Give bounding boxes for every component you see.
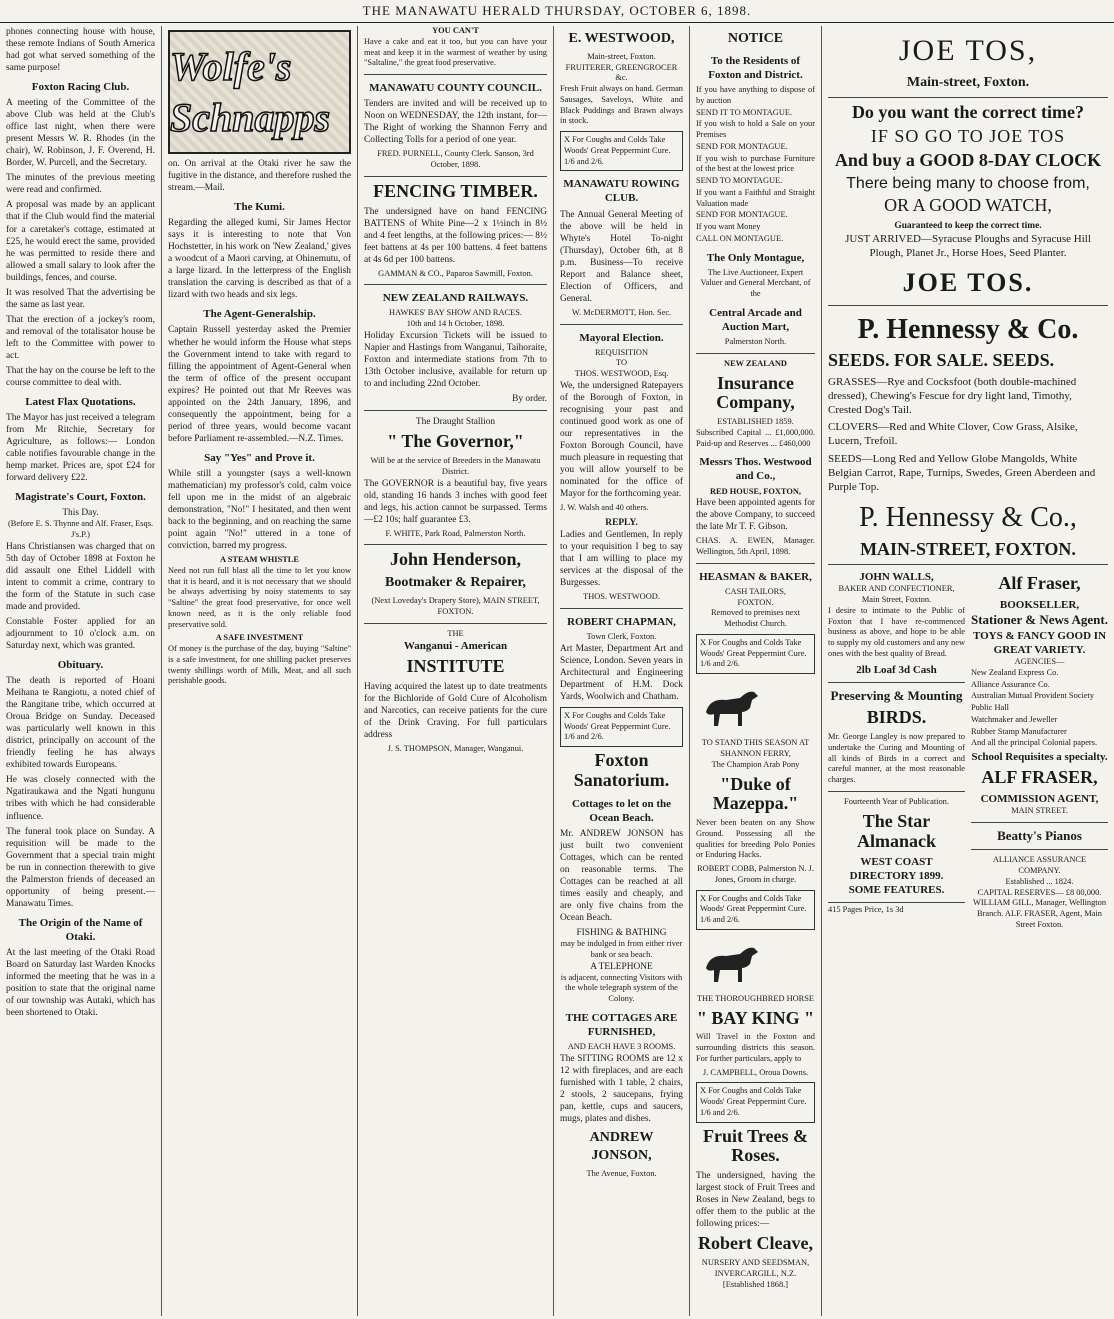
insurance-capital: Subscribed Capital ... £1,000,000. Paid-up and Reserves ... £460,000 xyxy=(696,427,815,448)
bayking-pre: THE THOROUGHBRED HORSE xyxy=(696,993,815,1003)
henderson-addr: (Next Loveday's Drapery Store), MAIN STREET, FOXTON. xyxy=(371,596,540,616)
racing-para: A proposal was made by an applicant that if the Club would find the material for a caretaker's cottage, estimated at £25, he would erect the same, provided he was permitted to reside there and allowed a small salary to look after the buildings, fences, and course. xyxy=(6,200,155,283)
sanatorium-title: Foxton Sanatorium. xyxy=(573,750,670,790)
walls-loaf: 2lb Loaf 3d Cash xyxy=(856,663,937,676)
cant-para: Have a cake and eat it too, but you can have your meat and keep it in the warmest of weather by using "Saltaline," the great food preservative. xyxy=(364,36,547,68)
cough-ad: X For Coughs and Colds Take Woods' Great Peppermint Cure. 1/6 and 2/6. xyxy=(560,707,683,747)
institute-title: INSTITUTE xyxy=(406,656,505,677)
column-1 xyxy=(0,26,162,1316)
insurance-sig: CHAS. A. EWEN, Manager. Wellington, 5th April, 1898. xyxy=(696,536,815,557)
agencies-list xyxy=(971,668,1108,749)
horse-pre: TO STAND THIS SEASON AT SHANNON FERRY, xyxy=(701,738,810,758)
list-item: CALL ON MONTAGUE. xyxy=(696,233,784,243)
column-2 xyxy=(162,26,358,1316)
notice-sub: To the Residents of Foxton and District. xyxy=(708,54,803,81)
list-item: Public Hall xyxy=(971,703,1009,713)
beatty: Beatty's Pianos xyxy=(997,827,1082,843)
mayor-to: TO xyxy=(615,358,627,368)
school-title: School Requisites a specialty. xyxy=(971,751,1108,764)
fraser-sub: BOOKSELLER, xyxy=(999,599,1080,612)
heasman-town: FOXTON. xyxy=(737,597,774,607)
list-item: If you want a Faithful and Straight Valuation made xyxy=(696,187,815,208)
stallion-sig: F. WHITE, Park Road, Palmerston North. xyxy=(385,528,526,538)
divider xyxy=(971,849,1108,850)
tos-clock: And buy a GOOD 8-DAY CLOCK xyxy=(834,149,1102,170)
commission: COMMISSION AGENT, xyxy=(980,792,1099,805)
say-para: While still a youngster (says a well-known mathematician) my professor's cold, calm voice fell upon me in the midst of an algebraic demonstration, "No!" I hesitated, and then went back to the beginning, and on reaching the same point again "No!" uttered in a tone of conviction, barred my progress. xyxy=(168,468,351,552)
otaki-para: At the last meeting of the Otaki Road Board on Saturday last Warden Knocks informed the meeting that he was in a position to state that the original name of our township was Autaki, which has been shortened to Otaki. xyxy=(6,947,155,1019)
rowing-para: The Annual General Meeting of the above will be held in Whyte's Hotel To-night (Thursday), October 6th, at 8 p.m. Business—To receive Report and Balance sheet, Election of Officers, and General. xyxy=(560,209,683,304)
rail-sig: By order. xyxy=(512,394,547,405)
schnapps-logo xyxy=(168,30,351,154)
agent-para: Captain Russell yesterday asked the Premier whether he would inform the House what steps the Government intend to take with regard to filling the appointment of Agent-General when the term of office of the present occupant expires? He pointed out that Mr Reeves was appointed on the 24th January, 1896, and consequently the appointment, being for a period of three years, would become vacant before Parliament re-assembled.—N.Z. Times. xyxy=(168,325,351,444)
reply-para: Ladies and Gentlemen, In reply to your requisition I beg to say that I am willing to place my services at the disposal of the Burgesses. xyxy=(560,529,683,589)
whistle-title: A STEAM WHISTLE xyxy=(220,555,299,565)
list-item: Watchmaker and Jeweller xyxy=(971,714,1058,724)
court-para: Hans Christiansen was charged that on 5th day of October 1898 at Foxton he did assault one Ethel Liddell with intent to commit a crime, contrary to the form of the Statute in such case made and provided. xyxy=(6,541,155,612)
sanatorium-sub: Cottages to let on the Ocean Beach. xyxy=(572,797,671,824)
fraser-toys: TOYS & FANCY GOOD IN GREAT VARIETY. xyxy=(972,629,1107,656)
jonson-sig: ANDREW JONSON, xyxy=(589,1130,654,1163)
reply-title: REPLY. xyxy=(605,517,638,528)
chapman-title: ROBERT CHAPMAN, xyxy=(567,615,676,628)
cottages-title: THE COTTAGES ARE FURNISHED, xyxy=(565,1011,678,1039)
stallion-name: " The Governor," xyxy=(387,431,524,452)
divider xyxy=(560,324,683,325)
story-para: on. On arrival at the Otaki river he saw the fugitive in the distance, and therefore rushed the stream.—Mail. xyxy=(168,159,351,194)
court-bench: (Before E. S. Thynne and Alf. Fraser, Esqs. J's.P.) xyxy=(7,519,154,540)
racing-para: That the hay on the course be left to the course committee to deal with. xyxy=(6,365,155,388)
fruit-title: Fruit Trees & Roses. xyxy=(703,1125,808,1166)
list-item: If you want Money xyxy=(696,222,761,232)
schnapps-logo-text: Wolfe's Schnapps xyxy=(170,43,331,140)
otaki-title: The Origin of the Name of Otaki. xyxy=(18,916,143,943)
list-item: Rubber Stamp Manufacturer xyxy=(971,726,1067,736)
divider xyxy=(971,822,1108,823)
court-day: This Day. xyxy=(62,508,99,519)
racing-para: That the erection of a jockey's room, and removal of the totalisator house be left to the Committee with power to act. xyxy=(6,314,155,361)
mayor-para: We, the undersigned Ratepayers of the Borough of Foxton, in recognising your past and continued good work as one of our representatives in the Foxton Borough Council, have much pleasure in requesting that you will allow yourself to be nominated for the office of Mayor for the forthcoming year. xyxy=(560,380,683,500)
cleave-est: [Established 1868.] xyxy=(722,1279,789,1289)
fencing-para: The undersigned have on hand FENCING BATTENS of White Pine—2 x 1½inch in 8½ and 4 feet lengths, at the following prices:— 8½ feet battens at 4s per 100 battens. 4 feet battens at 4s 6d per 100 battens. xyxy=(364,206,547,265)
divider xyxy=(364,74,547,75)
almanack-features: SOME FEATURES. xyxy=(848,884,945,897)
divider xyxy=(828,791,965,792)
seeds-item: GRASSES—Rye and Cocksfoot (both double-machined dressed), Chewing's Fescue for dry light land, Timothy, Crested Dog's Tail. xyxy=(828,376,1077,417)
column-6 xyxy=(822,26,1114,1316)
alliance-cap: CAPITAL RESERVES— £8 00,000. xyxy=(977,887,1102,897)
fraser-big: ALF FRASER, xyxy=(981,767,1098,788)
heasman-sub: CASH TAILORS, xyxy=(724,586,787,596)
montague-para: The Live Auctioneer, Expert Valuer and General Merchant, of the xyxy=(700,267,811,299)
horse-icon xyxy=(696,938,766,986)
hennessy-title: P. Hennessy & Co. xyxy=(857,313,1079,345)
divider xyxy=(364,176,547,177)
bayking-para: Will Travel in the Foxton and surrounding districts this season. For further particulars, apply to xyxy=(696,1032,815,1063)
henderson-sub: Bootmaker & Repairer, xyxy=(385,575,526,591)
obit-para: The death is reported of Hoani Meihana te Rangiotu, a noted chief of the Rangitane tribe, which occurred at Oroua Bridge on Sunday. Deceased was particularly well known in this district, principally on account of the friendly feeling he has always exhibited towards Europeans. xyxy=(6,676,155,771)
list-item: SEND FOR MONTAGUE. xyxy=(696,210,788,220)
horse-sig: ROBERT COBB, Palmerston N. J. Jones, Groom in charge. xyxy=(697,864,814,884)
ads-row xyxy=(828,570,1108,933)
westwood-addr: Main-street, Foxton. xyxy=(587,51,656,61)
bayking-name: " BAY KING " xyxy=(696,1007,815,1028)
court-para: Constable Foster applied for an adjournment to 10 o'clock a.m. on Saturday next, which was granted. xyxy=(6,616,155,652)
mayor-name: THOS. WESTWOOD, Esq. xyxy=(574,369,669,379)
rowing-sig: W. McDERMOTT, Hon. Sec. xyxy=(571,307,672,317)
insurance-para: Have been appointed agents for the above Company, to succeed the late Mr T. F. Gibson. xyxy=(696,498,815,533)
list-item: And all the principal Colonial papers. xyxy=(971,738,1098,748)
almanack-sub: WEST COAST DIRECTORY 1899. xyxy=(849,856,944,883)
cleave-addr: INVERCARGILL, N.Z. xyxy=(714,1268,797,1278)
walls-sub: BAKER AND CONFECTIONER, xyxy=(838,584,955,594)
divider xyxy=(364,284,547,285)
column-4 xyxy=(554,26,690,1316)
mayor-req: REQUISITION xyxy=(594,347,649,357)
right-ads xyxy=(971,570,1108,933)
alliance-title: ALLIANCE ASSURANCE COMPANY. xyxy=(992,855,1087,876)
cleave-sub: NURSERY AND SEEDSMAN, xyxy=(701,1258,810,1268)
seeds-item: SEEDS—Long Red and Yellow Globe Mangolds, White Belgian Carrot, Rape, Turnips, Swedes, Green Aberdeen and Purple Top. xyxy=(828,452,1096,493)
notice-title: NOTICE xyxy=(727,31,784,46)
bayking-sig: J. CAMPBELL, Oroua Downs. xyxy=(702,1067,809,1077)
list-item: If you have anything to dispose of by auction xyxy=(696,85,815,105)
insurance-pre: NEW ZEALAND xyxy=(724,358,787,368)
divider xyxy=(828,682,965,683)
montague-title: The Only Montague, xyxy=(706,251,805,264)
hennessy-big: P. Hennessy & Co., xyxy=(859,501,1077,533)
telephone-title: A TELEPHONE xyxy=(590,961,653,972)
divider xyxy=(828,97,1108,98)
cant-title: YOU CAN'T xyxy=(432,26,479,35)
divider xyxy=(828,564,1108,565)
cleave-title: Robert Cleave, xyxy=(698,1233,813,1254)
kumi-para: Regarding the alleged kumi, Sir James Hector says it is interesting to note that Von Hochstetter, in his work on 'New Zealand,' gives a woodcut of a Maori carving, at Ohinemutu, of a large lizard. In the letterpress of the English translation the carving is described as that of a lizard with two heads and six legs. xyxy=(168,218,351,301)
list-item: SEND TO MONTAGUE. xyxy=(696,176,783,186)
divider xyxy=(696,563,815,564)
almanack-price: 415 Pages Price, 1s 3d xyxy=(828,902,965,916)
list-item: SEND FOR MONTAGUE. xyxy=(696,141,788,151)
tos-choose: There being many to choose from, xyxy=(846,174,1090,192)
insurance-title: Insurance Company, xyxy=(716,372,795,413)
arcade-title: Central Arcade and Auction Mart, xyxy=(709,306,802,333)
sanatorium-para: Mr. ANDREW JONSON has just built two convenient Cottages, which can be rented on reasonable terms. The Cottages can be reached at all times easily and cheaply, and are only five chains from the Ocean Beach. xyxy=(560,828,683,924)
rail-sub: HAWKES' BAY SHOW AND RACES. xyxy=(389,308,522,318)
court-title: Magistrate's Court, Foxton. xyxy=(15,491,146,504)
montague-list xyxy=(696,85,815,245)
institute-sig: J. S. THOMPSON, Manager, Wanganui. xyxy=(387,744,524,754)
birds-title: BIRDS. xyxy=(866,707,927,728)
agent-title: The Agent-Generalship. xyxy=(203,308,316,321)
seeds-item: CLOVERS—Red and White Clover, Cow Grass, Alsike, Lucern, Trefoil. xyxy=(828,421,1078,448)
walls-para: I desire to intimate to the Public of Foxton that I have re-commenced business as above, and hope to be able to supply my old customers and any new ones with the best quality of Bread. xyxy=(828,605,966,658)
horse-para: Never been beaten on any Show Ground. Possessing all the qualities for breeding Polo Ponies or Enduring Hacks. xyxy=(696,818,815,860)
column-3 xyxy=(358,26,554,1316)
list-item: Alliance Assurance Co. xyxy=(971,679,1050,689)
agencies-title: AGENCIES— xyxy=(1014,657,1065,667)
westwood-name: E. WESTWOOD, xyxy=(568,31,675,46)
insurance-house: RED HOUSE, FOXTON, xyxy=(709,486,802,496)
stallion-sub: Will be at the service of Breeders in the Manawatu District. xyxy=(370,456,541,476)
fraser-street: MAIN STREET. xyxy=(1011,806,1068,816)
seeds-header: SEEDS. FOR SALE. SEEDS. xyxy=(828,350,1055,371)
rail-para: Holiday Excursion Tickets will be issued to Napier and Hastings from Wanganui, Taihoraite, Foxton and intermediate stations from 7th to 13th October inclusive, available for return up to and including 22nd October. xyxy=(364,330,547,390)
alliance-est: Established ... 1824. xyxy=(1005,876,1074,886)
preserving-title: Preserving & Mounting xyxy=(830,687,963,703)
mayor-sig: J. W. Walsh and 40 others. xyxy=(560,503,649,513)
fruit-para: The undersigned, having the largest stock of Fruit Trees and Roses in New Zealand, begs to offer them to the public at the following prices:— xyxy=(696,1171,815,1230)
racing-para: A meeting of the Committee of the above Club was held at the Club's office last night, when there were present Messrs W. R. Rhodes (in the chair), W. Robinson, J. F. Overend, H. Border, W. Purcell, and the Secretary. xyxy=(6,98,155,169)
divider xyxy=(828,305,1108,306)
insurance-est: ESTABLISHED 1859. xyxy=(717,417,794,427)
reply-sig: THOS. WESTWOOD. xyxy=(583,592,660,602)
institute-sub: Wanganui - American xyxy=(403,640,508,653)
heasman-title: HEASMAN & BAKER, xyxy=(699,570,812,583)
henderson-title: John Henderson, xyxy=(389,549,522,570)
list-item: If you wish to hold a Sale on your Premises xyxy=(696,119,815,140)
obit-para: He was closely connected with the Ngatiraukawa and the Ngati hungunu tribes with which he had considerable influence. xyxy=(6,775,155,822)
kumi-title: The Kumi. xyxy=(234,201,285,214)
fraser-agent: Stationer & News Agent. xyxy=(971,612,1108,628)
list-item: Australian Mutual Provident Society xyxy=(971,691,1095,701)
intro-text: phones connecting house with house, these remote Indians of South America had got what served something of the same purpose! xyxy=(6,27,155,74)
cottages-para: The SITTING ROOMS are 12 x 12 with fireplaces, and are each furnished with 1 table, 2 chairs, 2 stools, 2 saucepans, frying pan, kettle, cups and saucers, mugs, plates and dishes. xyxy=(560,1053,683,1124)
fraser-title: Alf Fraser, xyxy=(998,573,1081,594)
council-title: MANAWATU COUNTY COUNCIL. xyxy=(369,82,542,94)
horse-champ: The Champion Arab Pony xyxy=(711,759,800,769)
hennessy-addr: MAIN-STREET, FOXTON. xyxy=(860,538,1076,559)
heasman-para: Removed to premises next Methodist Church. xyxy=(710,608,801,629)
divider xyxy=(364,544,547,545)
obit-title: Obituary. xyxy=(57,659,104,672)
stallion-para: The GOVERNOR is a beautiful bay, five years old, standing 16 hands 3 inches with good feet and legs, his action cannot be surpassed. Terms—£2 10s; half guarantee £3. xyxy=(364,478,547,525)
rail-dates: 10th and 14 h October, 1898. xyxy=(406,319,505,329)
cough-ad: X For Coughs and Colds Take Woods' Great Peppermint Cure. 1/6 and 2/6. xyxy=(560,131,683,171)
cough-ad: X For Coughs and Colds Take Woods' Great Peppermint Cure. 1/6 and 2/6. xyxy=(696,890,815,930)
institute-pre: THE xyxy=(447,628,464,638)
divider xyxy=(560,608,683,609)
divider xyxy=(364,410,547,411)
westwood-para: Fresh Fruit always on hand. German Sausages, Saveloys, White and Black Puddings and Brawn always in stock. xyxy=(560,84,683,126)
tos-watch: OR A GOOD WATCH, xyxy=(884,195,1052,216)
masthead: THE MANAWATU HERALD THURSDAY, OCTOBER 6, 1898. xyxy=(0,0,1114,23)
fishing-sub: may be indulged in from either river bank or sea beach. xyxy=(560,939,683,959)
list-item: If you wish to purchase Furniture of the best at the lowest price xyxy=(696,153,815,174)
arcade-sub: Palmerston North. xyxy=(724,337,787,347)
cough-ad: X For Coughs and Colds Take Woods' Great Peppermint Cure. 1/6 and 2/6. xyxy=(696,1082,815,1122)
tos-if: IF SO GO TO JOE TOS xyxy=(870,126,1066,147)
whistle-para: Need not run full blast all the time to let you know that it is heard, and it is not necessary that we should be always advertising by noisy statements to say "Saltine" the great food preservative, for once well known need, as it is the only reliable food preservative sold. xyxy=(168,565,351,629)
mayor-title: Mayoral Election. xyxy=(579,331,664,344)
fishing-title: FISHING & BATHING xyxy=(576,928,667,939)
tos-title: JOE TOS, xyxy=(898,34,1038,67)
column-5 xyxy=(690,26,822,1316)
chapman-sub: Town Clerk, Foxton. xyxy=(586,631,657,641)
divider xyxy=(364,623,547,624)
walls-addr: Main Street, Foxton. xyxy=(861,595,932,605)
horse-name: "Duke of Mazeppa." xyxy=(712,773,799,814)
fencing-sig: GAMMAN & CO., Paparoa Sawmill, Foxton. xyxy=(378,268,533,278)
tos-arrived: JUST ARRIVED—Syracuse Ploughs and Syracuse Hill Plough, Planet Jr., Horse Hoes, Seed Planter. xyxy=(845,233,1091,260)
say-title: Say "Yes" and Prove it. xyxy=(204,451,315,464)
alliance-sig: WILLIAM GILL, Manager, Wellington Branch. ALF. FRASER, Agent, Main Street Foxton. xyxy=(972,898,1107,929)
list-item: SEND IT TO MONTAGUE. xyxy=(696,107,793,117)
divider xyxy=(696,353,815,354)
insurance-agents: Messrs Thos. Westwood and Co., xyxy=(699,456,812,483)
rail-title: NEW ZEALAND RAILWAYS. xyxy=(382,292,529,305)
fencing-title: FENCING TIMBER. xyxy=(373,180,538,201)
council-para: Tenders are invited and will be received up to Noon on WEDNESDAY, the 12th instant, for— The Right of working the Shannon Ferry and Collecting Tolls for a period of one year. xyxy=(364,99,547,146)
invest-para: Of money is the purchase of the day, buying "Saltine" is a safe investment, for one shilling packet preserves twenty shillings worth of Milk, Meat, and all such perishable goods. xyxy=(168,644,351,686)
racing-title: Foxton Racing Club. xyxy=(31,81,130,94)
flax-para: The Mayor has just received a telegram from Mr Ritchie, Secretary for Agriculture, as follows:— London cable notifies favourable change in the hemp market. Prices are, spot £24 for forward delivery £22. xyxy=(6,413,155,484)
racing-para: The minutes of the previous meeting were read and confirmed. xyxy=(6,173,155,196)
list-item: New Zealand Express Co. xyxy=(971,667,1059,677)
cottages-sub: AND EACH HAVE 3 ROOMS. xyxy=(567,1042,676,1052)
almanack-pre: Fourteenth Year of Publication. xyxy=(844,796,949,806)
birds-para: Mr. George Langley is now prepared to undertake the Curing and Mounting of all kinds of Birds in a correct and careful manner, at the most reasonable charges. xyxy=(828,732,965,785)
tos-big: JOE TOS. xyxy=(902,268,1034,298)
rowing-title: MANAWATU ROWING CLUB. xyxy=(563,178,680,205)
left-ads xyxy=(828,570,965,933)
council-sig: FRED. PURNELL, County Clerk. Sanson, 3rd October, 1898. xyxy=(377,149,534,169)
invest-title: A SAFE INVESTMENT xyxy=(215,633,304,643)
institute-para: Having acquired the latest up to date treatments for the Bichloride of Gold Cure of Alcoholism and Narcotics, can receive patients for the cure of the Drink Craving. For full particulars address xyxy=(364,682,547,741)
obit-para: The funeral took place on Sunday. A requisition will be made to the Government that a special train might be run in connection therewith to give the Palmerston friends of deceased an opportunity of being present.—Manawatu Times. xyxy=(6,826,155,909)
westwood-trade: FRUITERER, GREENGROCER &c. xyxy=(565,62,678,83)
racing-para: It was resolved That the advertising be the same as last year. xyxy=(6,287,155,310)
chapman-para: Art Master, Department Art and Science, London. Seven years in Architectural and Engineering Department of H.M. Dock Yards, Woolwich and Chatham. xyxy=(560,643,683,702)
flax-title: Latest Flax Quotations. xyxy=(25,395,136,408)
tos-question: Do you want the correct time? xyxy=(851,102,1085,123)
tos-addr: Main-street, Foxton. xyxy=(906,75,1030,91)
walls-title: JOHN WALLS, xyxy=(859,571,934,584)
jonson-addr: The Avenue, Foxton. xyxy=(586,1168,657,1178)
tos-guarantee: Guaranteed to keep the correct time. xyxy=(894,221,1042,232)
horse-icon xyxy=(696,682,766,730)
stallion-pre: The Draught Stallion xyxy=(415,417,496,428)
cough-ad: X For Coughs and Colds Take Woods' Great Peppermint Cure. 1/6 and 2/6. xyxy=(696,634,815,674)
telephone-sub: is adjacent, connecting Visitors with the whole telegraph system of the Colony. xyxy=(560,972,683,1004)
almanack-title: The Star Almanack xyxy=(856,810,936,851)
